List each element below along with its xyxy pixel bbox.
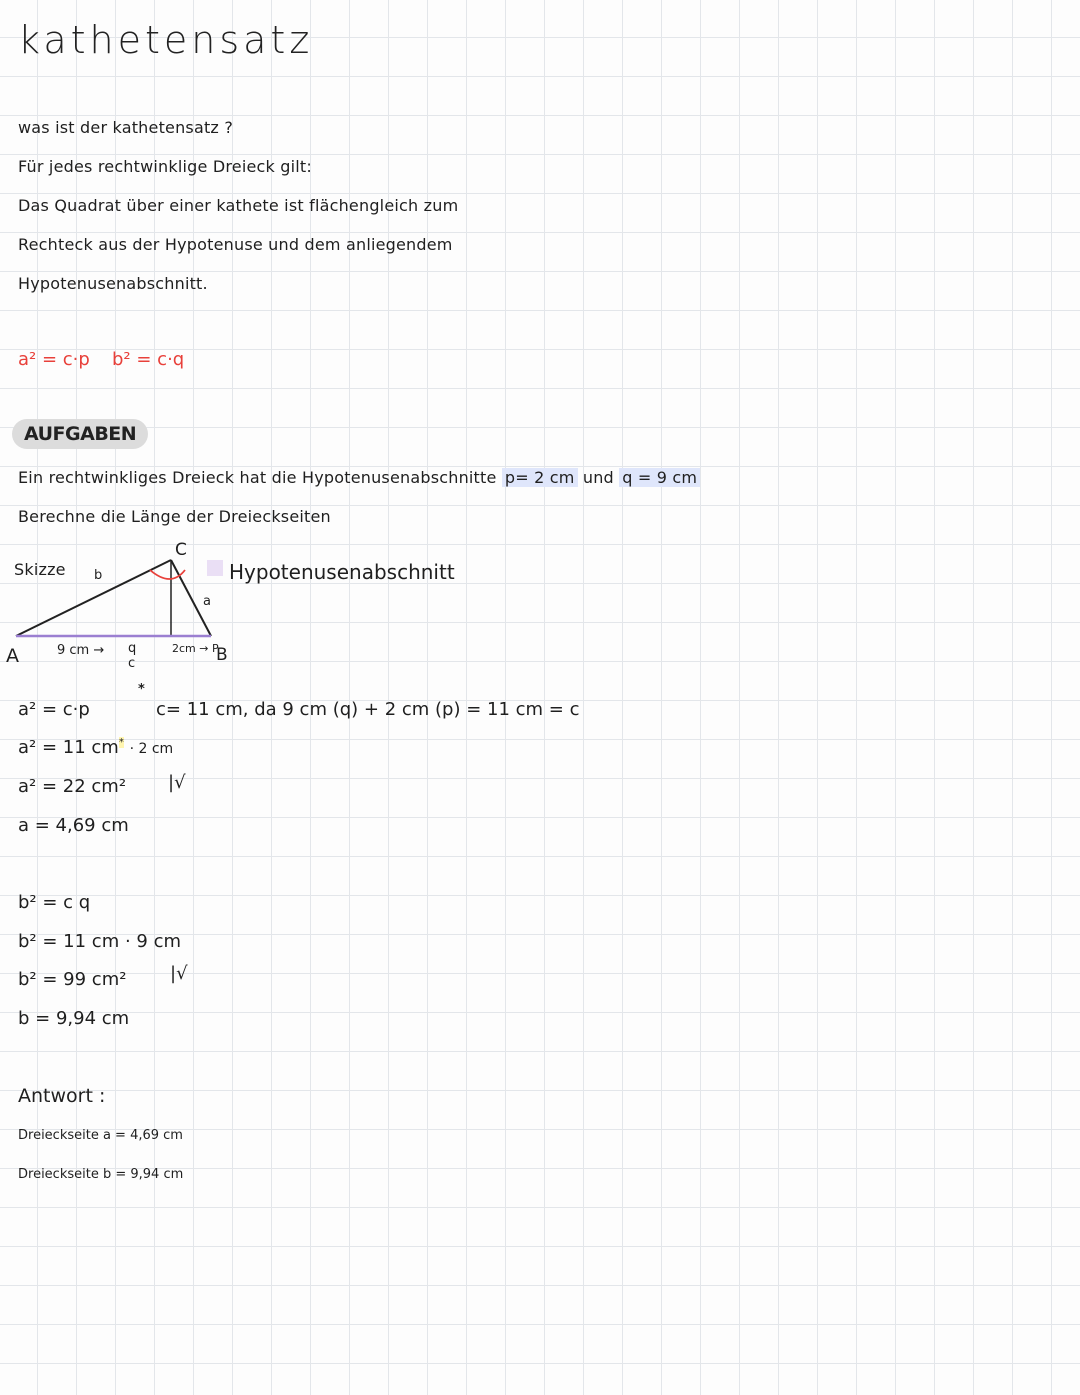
- intro-line-1: Für jedes rechtwinklige Dreieck gilt:: [18, 157, 312, 176]
- sqrt-a-icon: |√: [168, 772, 186, 793]
- side-b-label: b: [94, 568, 103, 583]
- intro-line-3: Rechteck aus der Hypotenuse und dem anliegendem: [18, 235, 453, 254]
- calc-b-line-2: b² = 11 cm · 9 cm: [18, 931, 181, 952]
- side-a-label: a: [203, 594, 211, 609]
- calc-a-line-2-rest: · 2 cm: [129, 741, 174, 757]
- vertex-c-label: C: [175, 540, 187, 560]
- calc-a-star: *: [118, 737, 124, 748]
- intro-line-4: Hypotenusenabschnitt.: [18, 274, 208, 293]
- task-line-1: [18, 468, 700, 487]
- aufgaben-badge: AUFGABEN: [12, 419, 148, 449]
- formula-b: b² = c·q: [112, 349, 185, 370]
- sketch-label: Skizze: [14, 560, 66, 579]
- side-c-label: c: [128, 656, 136, 671]
- calc-a-line-2-main: a² = 11 cm: [18, 737, 119, 758]
- vertex-b-label: B: [216, 645, 228, 665]
- task-line-2: Berechne die Länge der Dreieckseiten: [18, 507, 331, 526]
- calc-b-line-1: b² = c q: [18, 892, 91, 913]
- star-marker: *: [138, 682, 145, 697]
- calc-a-line-2: [18, 737, 173, 758]
- vertex-a-label: A: [6, 645, 19, 667]
- answer-heading: Antwort :: [18, 1085, 106, 1107]
- calc-a-result: a = 4,69 cm: [18, 815, 129, 836]
- legend-text: Hypotenusenabschnitt: [229, 560, 455, 584]
- calc-b-line-3: b² = 99 cm²: [18, 969, 127, 990]
- c-note: c= 11 cm, da 9 cm (q) + 2 cm (p) = 11 cm = c: [156, 699, 580, 720]
- answer-line-2: Dreieckseite b = 9,94 cm: [18, 1167, 184, 1182]
- q-letter-label: q: [128, 641, 137, 656]
- intro-question: was ist der kathetensatz ?: [18, 118, 234, 137]
- and-word: und: [582, 468, 614, 487]
- answer-line-1: Dreieckseite a = 4,69 cm: [18, 1128, 183, 1143]
- calc-b-result: b = 9,94 cm: [18, 1008, 130, 1029]
- q-value-highlight: q = 9 cm: [619, 468, 700, 487]
- p-value-highlight: p= 2 cm: [502, 468, 578, 487]
- task-line-1-text: Ein rechtwinkliges Dreieck hat die Hypotenusenabschnitte: [18, 468, 497, 487]
- calc-a-line-3: a² = 22 cm²: [18, 776, 127, 797]
- formula-a: a² = c·p: [18, 349, 90, 370]
- p-segment-label: 2cm → P: [172, 642, 219, 655]
- page-title: kathetensatz: [18, 18, 314, 62]
- intro-line-2: Das Quadrat über einer kathete ist flächengleich zum: [18, 196, 459, 215]
- calc-a-line-1: a² = c·p: [18, 699, 90, 720]
- sqrt-b-icon: |√: [170, 963, 188, 984]
- q-segment-label: 9 cm →: [57, 643, 105, 658]
